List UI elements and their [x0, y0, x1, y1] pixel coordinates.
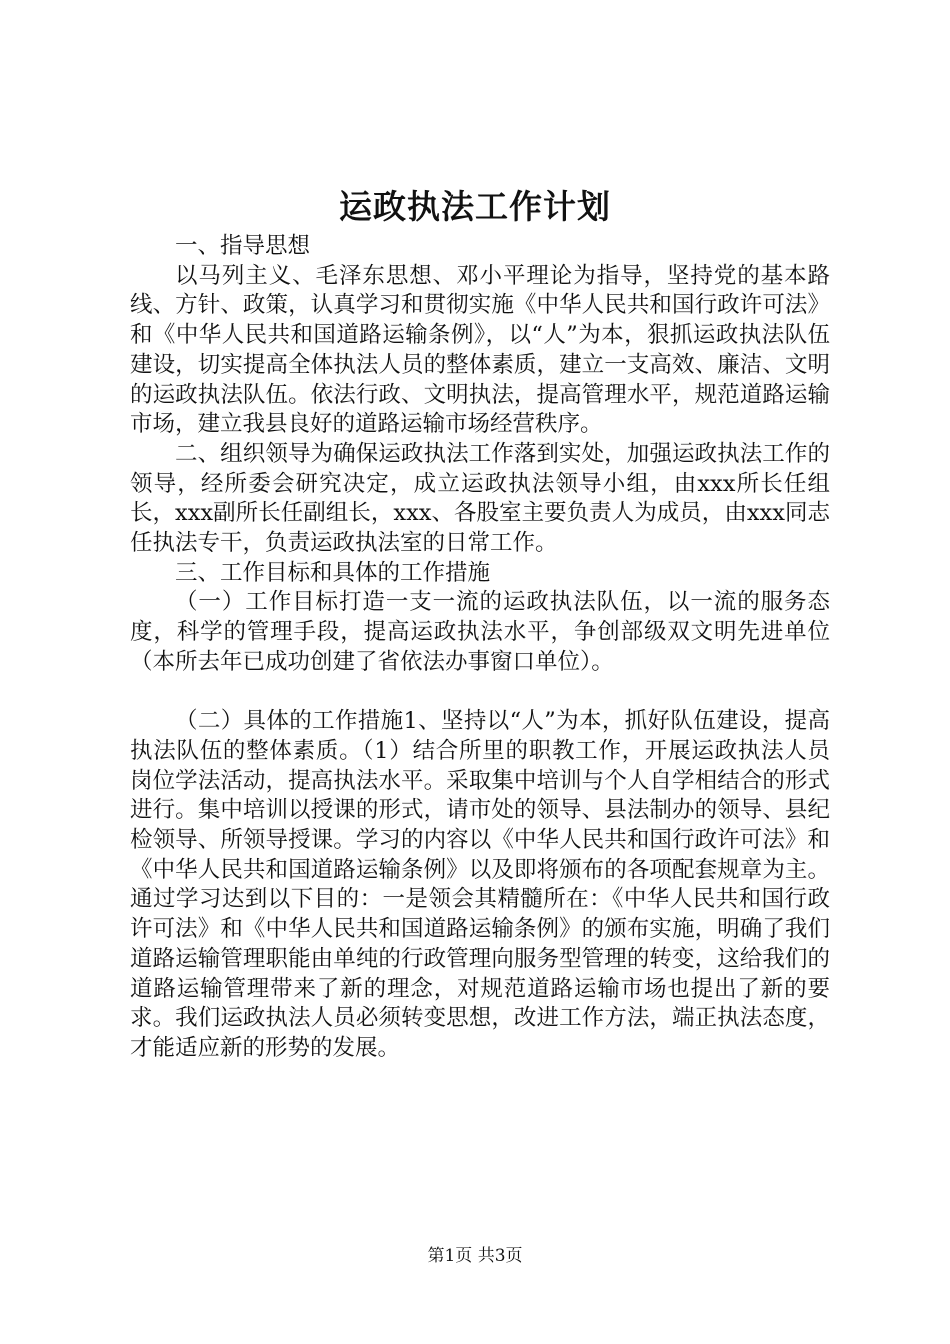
section-heading-goals-measures: 三、工作目标和具体的工作措施 — [175, 559, 491, 586]
paragraph-guiding-ideology: 以马列主义、毛泽东思想、邓小平理论为指导，坚持党的基本路线、方针、政策，认真学习和贯彻实施《中华人民共和国行政许可法》和《中华人民共和国道路运输条例》，以“人”为本，狠抓运政执法队伍建设，切实提高全体执法人员的整体素质，建立一支高效、廉洁、文明的运政执法队伍。依法行政、文明执法，提高管理水平，规范道路运输市场，建立我县良好的道路运输市场经营秩序。 — [130, 262, 830, 438]
document-title: 运政执法工作计划 — [339, 187, 611, 226]
paragraph-work-goals: （一）工作目标打造一支一流的运政执法队伍，以一流的服务态度，科学的管理手段，提高运政执法水平，争创部级双文明先进单位（本所去年已成功创建了省依法办事窗口单位）。 — [130, 589, 830, 675]
paragraph-organization-leadership: 二、组织领导为确保运政执法工作落到实处，加强运政执法工作的领导，经所委会研究决定，成立运政执法领导小组，由xxx所长任组长，xxx副所长任副组长，xxx、各股室主要负责人为成员，由xxx同志任执法专干，负责运政执法室的日常工作。 — [130, 440, 830, 557]
document-body — [130, 232, 830, 1064]
paragraph-specific-measures: （二）具体的工作措施1、坚持以“人”为本，抓好队伍建设，提高执法队伍的整体素质。（1）结合所里的职教工作，开展运政执法人员岗位学法活动，提高执法水平。采取集中培训与个人自学相结合的形式进行。集中培训以授课的形式，请市处的领导、县法制办的领导、县纪检领导、所领导授课。学习的内容以《中华人民共和国行政许可法》和《中华人民共和国道路运输条例》以及即将颁布的各项配套规章为主。通过学习达到以下目的：一是领会其精髓所在：《中华人民共和国行政许可法》和《中华人民共和国道路运输条例》的颁布实施，明确了我们道路运输管理职能由单纯的行政管理向服务型管理的转变，这给我们的道路运输管理带来了新的理念，对规范道路运输市场也提出了新的要求。我们运政执法人员必须转变思想，改进工作方法，端正执法态度，才能适应新的形势的发展。 — [130, 708, 830, 1061]
page-number-footer: 第1页 共3页 — [427, 1246, 523, 1266]
section-heading-guiding-ideology: 一、指导思想 — [175, 233, 311, 259]
